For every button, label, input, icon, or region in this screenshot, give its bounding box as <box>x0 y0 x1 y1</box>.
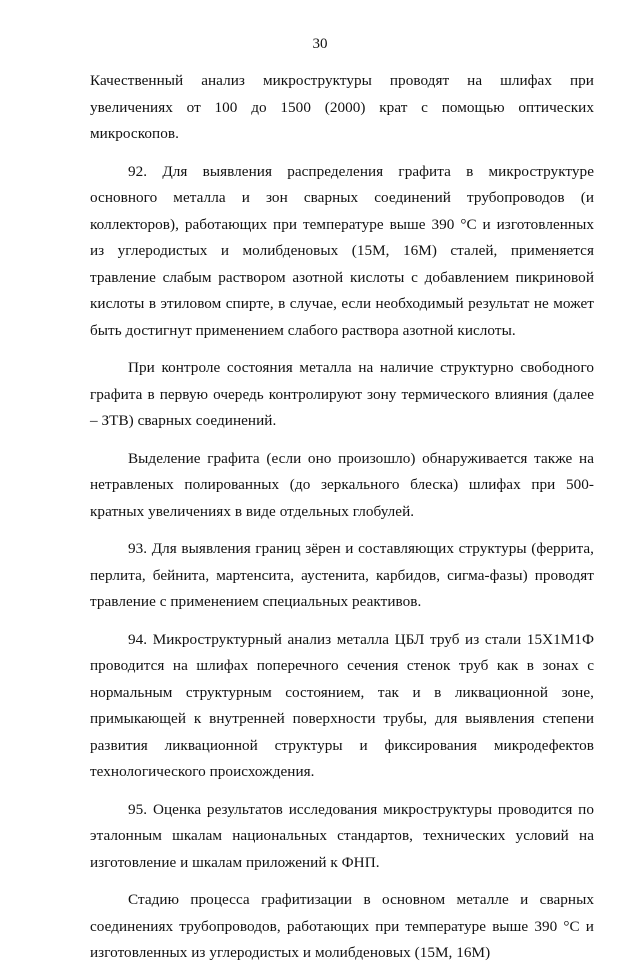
document-body <box>90 68 594 967</box>
paragraph-microstructure-analysis: Качественный анализ микроструктуры проводят на шлифах при увеличениях от 100 до 1500 (2000) крат с помощью оптических микроскопов. <box>90 72 594 142</box>
paragraph-graphite-detection: Выделение графита (если оно произошло) обнаруживается также на нетравленых полированных (до зеркального блеска) шлифах при 500-кратных увеличениях в виде отдельных глобулей. <box>90 449 594 520</box>
paragraph-graphitization-stage: Стадию процесса графитизации в основном металле и сварных соединениях трубопроводов, работающих при температуре выше 390 °С и изготовленных из углеродистых и молибденовых (15М, 16М) <box>90 891 594 961</box>
paragraph-94: 94. Микроструктурный анализ металла ЦБЛ труб из стали 15Х1М1Ф проводится на шлифах поперечного сечения стенок труб как в зонах с нормальным структурным состоянием, так и в ликвационной зоне, примыкающей к внутренней поверхности трубы, для выявления степени развития ликвационной структуры и фиксирования микродефектов технологического происхождения. <box>90 630 594 780</box>
paragraph-92: 92. Для выявления распределения графита в микроструктуре основного металла и зон сварных соединений трубопроводов (и коллекторов), работающих при температуре выше 390 °С и изготовленных из углеродистых и молибденовых (15М, 16М) сталей, применяется травление слабым раствором азотной кислоты с добавлением пикриновой кислоты в этиловом спирте, в случае, если необходимый результат не может быть достигнут применением слабого раствора азотной кислоты. <box>90 162 594 339</box>
page-number: 30 <box>312 36 328 52</box>
paragraph-95: 95. Оценка результатов исследования микроструктуры проводится по эталонным шкалам национальных стандартов, технических условий на изготовление и шкалам приложений к ФНП. <box>90 800 594 871</box>
paragraph-graphite-control: При контроле состояния металла на наличие структурно свободного графита в первую очередь контролируют зону термического влияния (далее – ЗТВ) сварных соединений. <box>90 359 594 429</box>
paragraph-93: 93. Для выявления границ зёрен и составляющих структуры (феррита, перлита, бейнита, мартенсита, аустенита, карбидов, сигма-фазы) проводят травление с применением специальных реактивов. <box>90 540 594 610</box>
